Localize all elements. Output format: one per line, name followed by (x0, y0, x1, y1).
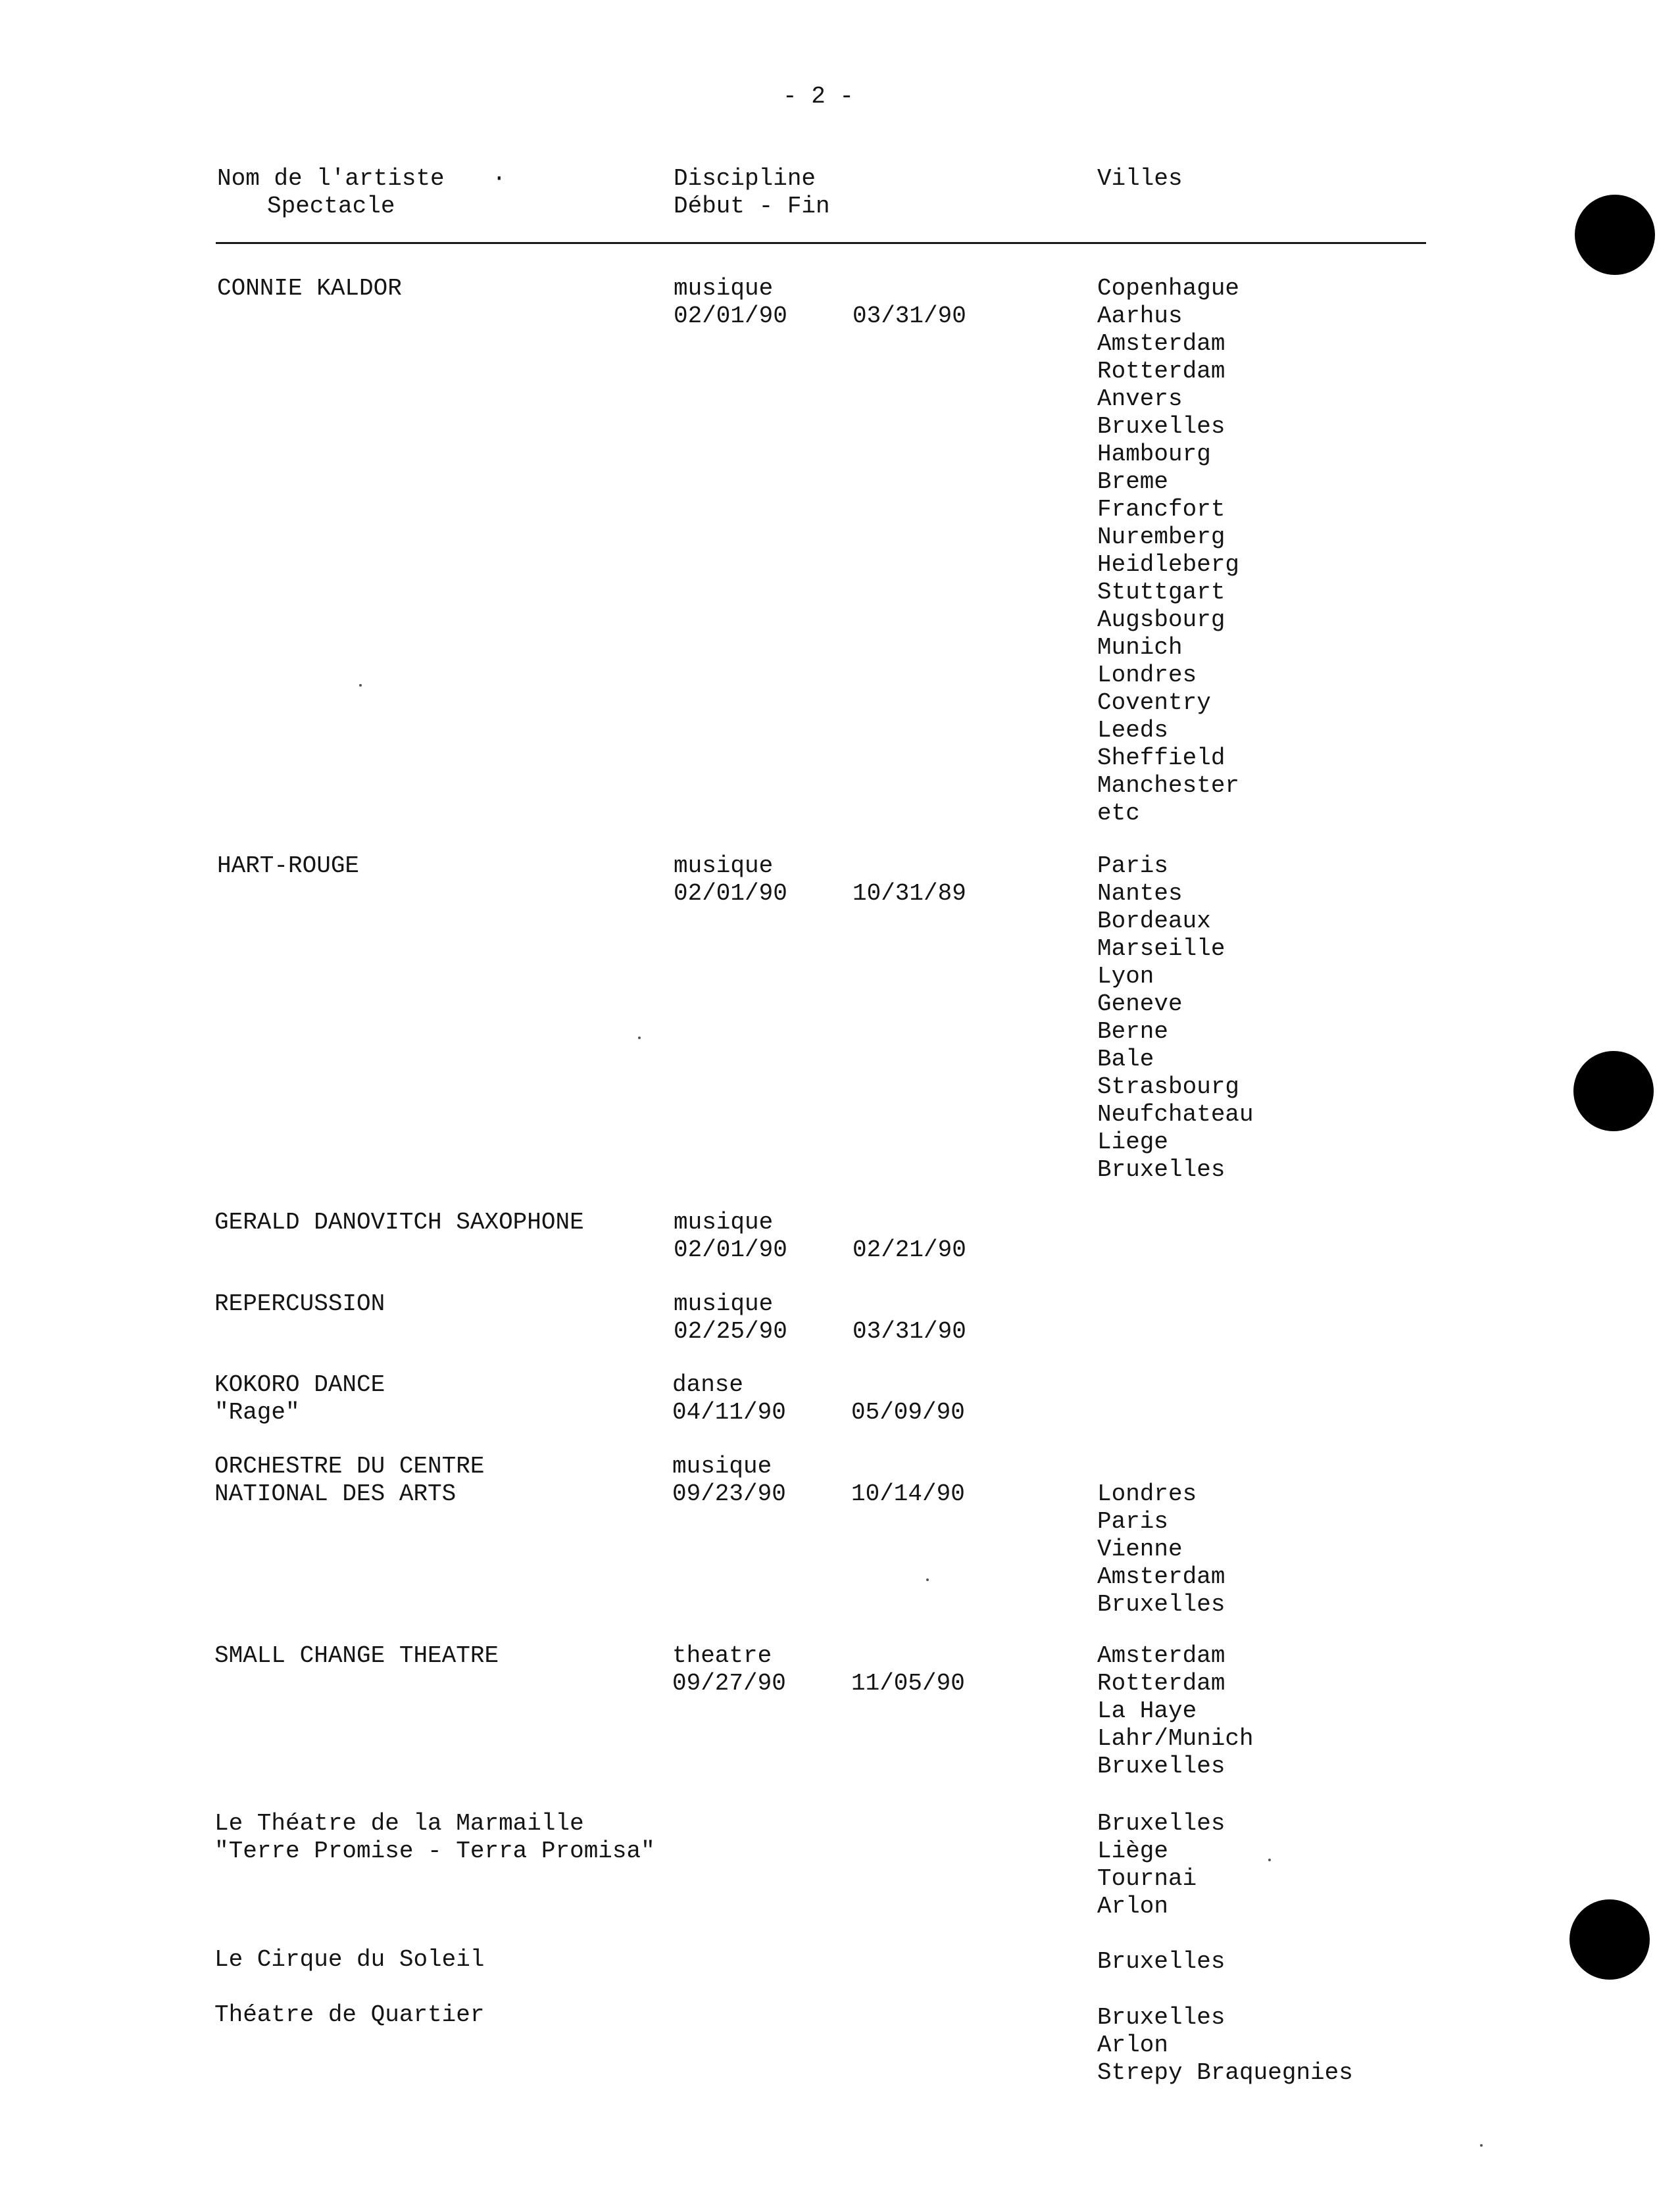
discipline: musique (674, 1209, 774, 1236)
artist-name: KOKORO DANCE (214, 1371, 385, 1398)
header-artist-name: Nom de l'artiste (217, 165, 445, 192)
city-name: Bruxelles (1097, 413, 1225, 440)
city-name: Sheffield (1097, 745, 1225, 771)
city-list (1097, 1480, 1225, 1619)
scan-speck (1480, 2144, 1483, 2147)
end-date: 11/05/90 (851, 1670, 965, 1697)
city-name: Bordeaux (1097, 908, 1211, 935)
city-name: La Haye (1097, 1697, 1197, 1724)
start-date: 09/27/90 (672, 1670, 786, 1697)
city-name: Neufchateau (1097, 1101, 1254, 1128)
scan-speck (359, 684, 362, 687)
start-date: 02/01/90 (674, 303, 787, 330)
header-spectacle: Spectacle (267, 193, 395, 220)
city-name: Nantes (1097, 880, 1183, 907)
city-name: Manchester (1097, 772, 1240, 799)
city-name: etc (1097, 800, 1140, 827)
city-name: Hambourg (1097, 441, 1211, 468)
city-name: Lahr/Munich (1097, 1725, 1254, 1752)
city-name: Geneve (1097, 990, 1183, 1017)
punch-hole-bottom (1569, 1899, 1650, 1980)
city-name: Strepy Braquegnies (1097, 2059, 1353, 2086)
city-name: Londres (1097, 1480, 1197, 1507)
city-name: Vienne (1097, 1536, 1183, 1563)
end-date: 02/21/90 (852, 1236, 966, 1263)
punch-hole-top (1575, 195, 1655, 275)
artist-name: SMALL CHANGE THEATRE (214, 1642, 499, 1669)
artist-name: Théatre de Quartier (214, 2001, 485, 2028)
city-list (1097, 2004, 1353, 2087)
city-name: Munich (1097, 634, 1183, 661)
city-name: Nuremberg (1097, 524, 1225, 550)
header-debut-fin: Début - Fin (674, 193, 830, 220)
city-name: Paris (1097, 852, 1169, 879)
city-name: Berne (1097, 1018, 1169, 1045)
discipline: danse (672, 1371, 744, 1398)
header-discipline: Discipline (674, 165, 816, 192)
city-name: Amsterdam (1097, 1563, 1225, 1590)
city-name: Breme (1097, 468, 1169, 495)
header-dot: · (492, 165, 506, 192)
artist-name: HART-ROUGE (217, 852, 360, 879)
city-name: Tournai (1097, 1865, 1197, 1892)
city-name: Copenhague (1097, 275, 1240, 302)
start-date: 04/11/90 (672, 1399, 786, 1426)
city-name: Coventry (1097, 689, 1211, 716)
city-name: Arlon (1097, 1893, 1169, 1920)
city-list (1097, 275, 1239, 827)
city-name: Rotterdam (1097, 358, 1225, 385)
city-name: Bruxelles (1097, 2004, 1225, 2031)
spectacle-title: "Rage" (214, 1399, 300, 1426)
city-list (1097, 852, 1254, 1184)
artist-name: GERALD DANOVITCH SAXOPHONE (214, 1209, 584, 1236)
city-name: Liege (1097, 1129, 1169, 1156)
city-name: Augsbourg (1097, 606, 1225, 633)
city-name: Paris (1097, 1508, 1169, 1535)
spectacle-title: "Terre Promise - Terra Promisa" (214, 1838, 655, 1865)
start-date: 02/01/90 (674, 880, 787, 907)
punch-hole-middle (1573, 1051, 1654, 1131)
city-name: Leeds (1097, 717, 1169, 744)
discipline: musique (674, 1290, 774, 1317)
scan-speck (1268, 1859, 1271, 1861)
artist-name: ORCHESTRE DU CENTRE (214, 1453, 485, 1480)
city-name: Anvers (1097, 385, 1183, 412)
header-villes: Villes (1097, 165, 1183, 192)
city-name: Bruxelles (1097, 1591, 1225, 1618)
artist-name: CONNIE KALDOR (217, 275, 402, 302)
city-name: Bruxelles (1097, 1753, 1225, 1780)
end-date: 03/31/90 (852, 303, 966, 330)
city-name: Rotterdam (1097, 1670, 1225, 1697)
city-name: Amsterdam (1097, 1642, 1225, 1669)
city-name: Lyon (1097, 963, 1154, 990)
artist-name: REPERCUSSION (214, 1290, 385, 1317)
city-name: Strasbourg (1097, 1073, 1240, 1100)
city-name: Bruxelles (1097, 1948, 1225, 1975)
start-date: 02/25/90 (674, 1318, 787, 1345)
end-date: 10/31/89 (852, 880, 966, 907)
start-date: 09/23/90 (672, 1480, 786, 1507)
start-date: 02/01/90 (674, 1236, 787, 1263)
artist-name: Le Cirque du Soleil (214, 1946, 485, 1973)
scan-speck (638, 1037, 641, 1039)
end-date: 05/09/90 (851, 1399, 965, 1426)
discipline: musique (674, 275, 774, 302)
header-divider (216, 242, 1426, 244)
city-name: Heidleberg (1097, 551, 1240, 578)
city-name: Liège (1097, 1838, 1169, 1865)
end-date: 10/14/90 (851, 1480, 965, 1507)
city-name: Bruxelles (1097, 1810, 1225, 1837)
discipline: theatre (672, 1642, 772, 1669)
city-name: Bale (1097, 1046, 1154, 1073)
discipline: musique (672, 1453, 772, 1480)
city-name: Amsterdam (1097, 330, 1225, 357)
artist-name: Le Théatre de la Marmaille (214, 1810, 584, 1837)
city-name: Bruxelles (1097, 1156, 1225, 1183)
city-name: Arlon (1097, 2032, 1169, 2059)
end-date: 03/31/90 (852, 1318, 966, 1345)
discipline: musique (674, 852, 774, 879)
city-name: Marseille (1097, 935, 1225, 962)
city-name: Francfort (1097, 496, 1225, 523)
city-name: Aarhus (1097, 303, 1183, 330)
city-list (1097, 1642, 1254, 1780)
city-list (1097, 1810, 1225, 1920)
city-list (1097, 1948, 1225, 1976)
artist-name-line2: NATIONAL DES ARTS (214, 1480, 457, 1507)
page-number: - 2 - (783, 83, 854, 110)
city-name: Stuttgart (1097, 579, 1225, 606)
scan-speck (926, 1578, 929, 1581)
city-name: Londres (1097, 662, 1197, 689)
